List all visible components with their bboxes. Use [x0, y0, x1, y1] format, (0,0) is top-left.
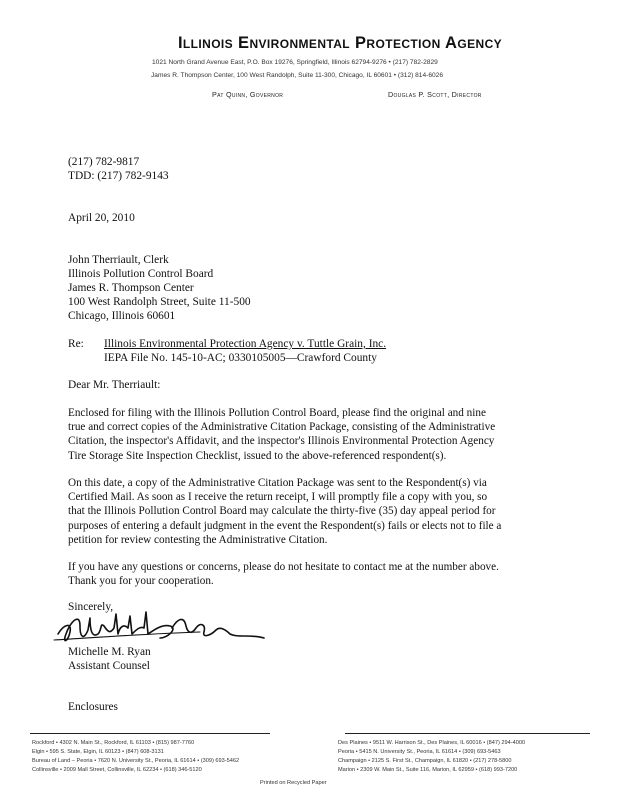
director-name: Douglas P. Scott, Director [388, 90, 482, 99]
agency-address-line-2: James R. Thompson Center, 100 West Randolph, Suite 11-300, Chicago, IL 60601 • (312) 814-6026 [151, 72, 444, 79]
salutation: Dear Mr. Therriault: [68, 379, 161, 391]
paragraph-line: Thank you for your cooperation. [68, 575, 214, 588]
re-file-number: IEPA File No. 145-10-AC; 0330105005—Crawford County [104, 352, 377, 364]
paragraph-line: petition for review contesting the Administrative Citation. [68, 533, 328, 546]
footer-rule-right [345, 733, 590, 734]
footer-office: Elgin • 595 S. State, Elgin, IL 60123 • (847) 608-3131 [32, 749, 164, 755]
paragraph-line: If you have any questions or concerns, please do not hesitate to contact me at the number above. [68, 561, 499, 573]
paragraph-line: Enclosed for filing with the Illinois Pollution Control Board, please find the original and nine [68, 407, 486, 419]
footer-office: Des Plaines • 9511 W. Harrison St., Des Plaines, IL 60016 • (847) 294-4000 [338, 740, 526, 746]
re-label: Re: [68, 338, 84, 350]
letter-date: April 20, 2010 [68, 212, 135, 224]
recipient-line: John Therriault, Clerk [68, 254, 169, 266]
paragraph-line: Citation, the inspector's Affidavit, and the inspector's Illinois Environmental Protection Agency [68, 435, 495, 448]
signer-title: Assistant Counsel [68, 660, 150, 672]
agency-address-line-1: 1021 North Grand Avenue East, P.O. Box 19276, Springfield, Illinois 62794-9276 • (217) 782-2829 [152, 59, 438, 66]
closing: Sincerely, [68, 601, 114, 613]
footer-office: Marion • 2309 W. Main St., Suite 116, Marion, IL 62959 • (618) 993-7200 [338, 767, 518, 773]
footer-office: Collinsville • 2009 Mall Street, Collinsville, IL 62234 • (618) 346-5120 [32, 767, 202, 773]
footer-offices-left [32, 739, 239, 775]
recipient-line: James R. Thompson Center [68, 282, 194, 294]
paragraph-line: purposes of entering a default judgment in the event the Respondent(s) fails or elects not to file a [68, 519, 502, 532]
body-paragraph-2 [68, 476, 501, 547]
agency-name: Illinois Environmental Protection Agency [177, 34, 503, 52]
footer-rule-left [30, 733, 270, 734]
recipient-line: Chicago, Illinois 60601 [68, 310, 176, 322]
paragraph-line: On this date, a copy of the Administrative Citation Package was sent to the Respondent(s) via [68, 477, 487, 489]
footer-offices-right [338, 739, 525, 775]
footer-office: Bureau of Land – Peoria • 7620 N. University St., Peoria, IL 61614 • (309) 693-5462 [32, 758, 240, 764]
paragraph-line: Certified Mail. As soon as I receive the return receipt, I will promptly file a copy with you, so [68, 491, 488, 504]
paragraph-line: that the Illinois Pollution Control Board may calculate the thirty-five (35) day appeal period for [68, 505, 496, 518]
enclosures-note: Enclosures [68, 701, 118, 713]
body-paragraph-3 [68, 560, 499, 588]
re-case-title: Illinois Environmental Protection Agency v. Tuttle Grain, Inc. [104, 338, 387, 350]
paragraph-line: Tire Storage Site Inspection Checklist, issued to the above-referenced respondent(s). [68, 449, 447, 462]
contact-phone: (217) 782-9817 [68, 156, 140, 168]
recipient-line: 100 West Randolph Street, Suite 11-500 [68, 296, 251, 308]
contact-tdd: TDD: (217) 782-9143 [68, 170, 169, 182]
footer-office: Champaign • 2125 S. First St., Champaign, IL 61820 • (217) 278-5800 [338, 758, 512, 764]
body-paragraph-1 [68, 406, 495, 463]
footer-office: Peoria • 5415 N. University St., Peoria, IL 61614 • (309) 693-5463 [338, 749, 501, 755]
signer-name: Michelle M. Ryan [68, 646, 151, 658]
footer-office: Rockford • 4302 N. Main St., Rockford, IL 61103 • (815) 987-7760 [32, 740, 195, 746]
paragraph-line: true and correct copies of the Administrative Citation Package, consisting of the Administrative [68, 421, 496, 434]
recycled-paper-note: Printed on Recycled Paper [260, 780, 327, 786]
governor-name: Pat Quinn, Governor [212, 90, 284, 99]
recipient-address [68, 253, 251, 323]
recipient-line: Illinois Pollution Control Board [68, 268, 214, 280]
